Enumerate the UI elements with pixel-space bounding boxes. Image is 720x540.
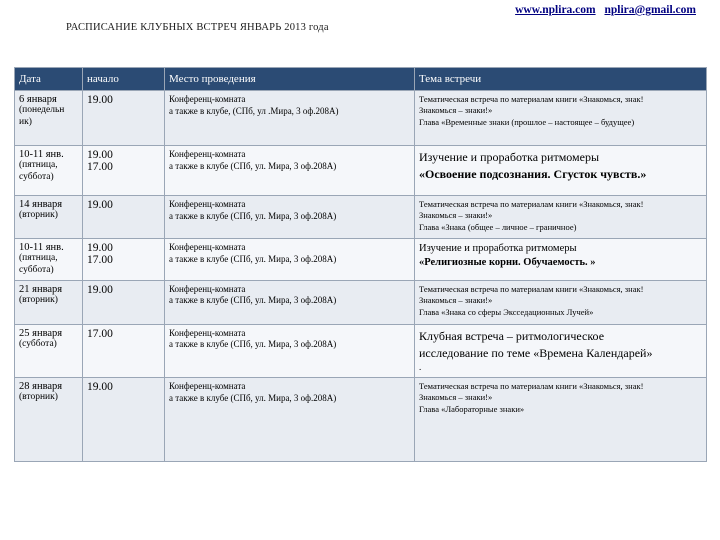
topic-text: Знакомься – знаки!» (419, 392, 493, 403)
table-header-row (15, 68, 707, 91)
column-header-topic: Тема встречи (415, 68, 707, 91)
topic-text: Изучение и проработка ритмомеры (419, 150, 600, 164)
time-text: 19.00 (87, 283, 113, 296)
date-text: 6 января (19, 94, 57, 105)
weekday-text: (пятница, суббота) (19, 253, 58, 275)
place-text: а также в клубе (СПб, ул. Мира, 3 оф.208А) (169, 160, 337, 171)
table-row (15, 324, 707, 377)
place-text: а также в клубе (СПб, ул. Мира, 3 оф.208А) (169, 339, 337, 350)
date-text: 14 января (19, 199, 63, 210)
date-cell (15, 239, 83, 281)
date-cell (15, 146, 83, 196)
date-text: 21 января (19, 283, 63, 295)
place-text: а также в клубе (СПб, ул. Мира, 3 оф.208А) (169, 253, 337, 264)
date-cell (15, 280, 83, 324)
topic-text: Знакомься – знаки!» (419, 210, 493, 221)
date-cell (15, 91, 83, 146)
topic-cell (415, 146, 707, 196)
weekday-text: (вторник) (19, 210, 58, 220)
time-text: 19.00 (87, 149, 113, 161)
weekday-text: (вторник) (19, 391, 58, 402)
topic-text: Глава «Знака (общее – личное – граничное) (419, 221, 577, 232)
time-cell (83, 196, 165, 239)
time-text: 19.00 (87, 94, 113, 106)
topic-text: Тематическая встреча по материалам книги «Знакомься, знак! (419, 199, 644, 209)
topic-text: Тематическая встреча по материалам книги «Знакомься, знак! (419, 94, 644, 104)
topic-text: Глава «Знака со сферы Эксседационных Лучей» (419, 306, 594, 317)
topic-text: «Религиозные корни. Обучаемость. » (419, 257, 596, 269)
page-title: РАСПИСАНИЕ КЛУБНЫХ ВСТРЕЧ ЯНВАРЬ 2013 года (66, 22, 329, 33)
table-row (15, 91, 707, 146)
date-text: 10-11 янв. (19, 242, 64, 253)
topic-cell (415, 377, 707, 461)
place-cell (165, 91, 415, 146)
topic-text: «Освоение подсознания. Сгусток чувств.» (419, 166, 647, 181)
topic-text: Знакомься – знаки!» (419, 295, 493, 306)
topic-text: Клубная встреча – ритмологическое (419, 328, 605, 343)
table-row (15, 146, 707, 196)
topic-cell (415, 239, 707, 281)
topic-text: Глава «Лабораторные знаки» (419, 403, 525, 414)
table-row (15, 239, 707, 281)
column-header-place: Место проведения (165, 68, 415, 91)
weekday-text: (пятница, суббота) (19, 160, 58, 182)
place-text: а также в клубе (СПб, ул. Мира, 3 оф.208А) (169, 210, 337, 221)
topic-text: Знакомься – знаки!» (419, 105, 493, 116)
column-header-date: Дата (15, 68, 83, 91)
header-links (509, 4, 696, 16)
place-text: Конференц-комната (169, 199, 246, 209)
topic-text: Изучение и проработка ритмомеры (419, 243, 577, 254)
place-text: Конференц-комната (169, 283, 246, 294)
place-text: Конференц-комната (169, 242, 246, 252)
time-cell (83, 91, 165, 146)
place-text: Конференц-комната (169, 149, 246, 159)
time-text: 17.00 (87, 327, 113, 340)
time-text: 19.00 (87, 199, 113, 211)
weekday-text: (суббота) (19, 338, 57, 349)
website-link[interactable]: www.nplira.com (515, 4, 596, 16)
weekday-text: (понедельн ик) (19, 105, 65, 127)
table-row (15, 377, 707, 461)
time-cell (83, 324, 165, 377)
place-text: Конференц-комната (169, 327, 246, 338)
time-cell (83, 146, 165, 196)
topic-cell (415, 196, 707, 239)
date-cell (15, 324, 83, 377)
place-cell (165, 196, 415, 239)
time-text: 19.00 (87, 380, 113, 393)
place-cell (165, 239, 415, 281)
time-cell (83, 280, 165, 324)
time-cell (83, 239, 165, 281)
table-row (15, 196, 707, 239)
place-cell (165, 377, 415, 461)
weekday-text: (вторник) (19, 294, 58, 305)
topic-text: Глава «Временные знаки (прошлое – настоящее – будущее) (419, 116, 635, 127)
topic-text: Тематическая встреча по материалам книги «Знакомься, знак! (419, 380, 644, 391)
column-header-start: начало (83, 68, 165, 91)
topic-cell (415, 324, 707, 377)
place-text: а также в клубе (СПб, ул. Мира, 3 оф.208А) (169, 295, 337, 306)
place-cell (165, 324, 415, 377)
topic-cell (415, 280, 707, 324)
date-text: 25 января (19, 327, 63, 339)
place-text: а также в клубе (СПб, ул. Мира, 3 оф.208А) (169, 392, 337, 403)
place-text: Конференц-комната (169, 94, 246, 104)
schedule-table (14, 67, 707, 462)
date-cell (15, 196, 83, 239)
topic-text: Тематическая встреча по материалам книги «Знакомься, знак! (419, 283, 644, 294)
place-cell (165, 280, 415, 324)
date-cell (15, 377, 83, 461)
topic-text: . (419, 362, 422, 373)
time-cell (83, 377, 165, 461)
time-text: 17.00 (87, 254, 113, 266)
topic-text: исследование по теме «Времена Календарей» (419, 345, 653, 360)
date-text: 10-11 янв. (19, 149, 64, 160)
table-row (15, 280, 707, 324)
place-text: а также в клубе, (СПб, ул .Мира, 3 оф.208А) (169, 105, 339, 116)
time-text: 19.00 (87, 242, 113, 254)
place-cell (165, 146, 415, 196)
topic-cell (415, 91, 707, 146)
email-link[interactable]: nplira@gmail.com (604, 4, 696, 16)
time-text: 17.00 (87, 161, 113, 173)
date-text: 28 января (19, 380, 63, 392)
place-text: Конференц-комната (169, 380, 246, 391)
